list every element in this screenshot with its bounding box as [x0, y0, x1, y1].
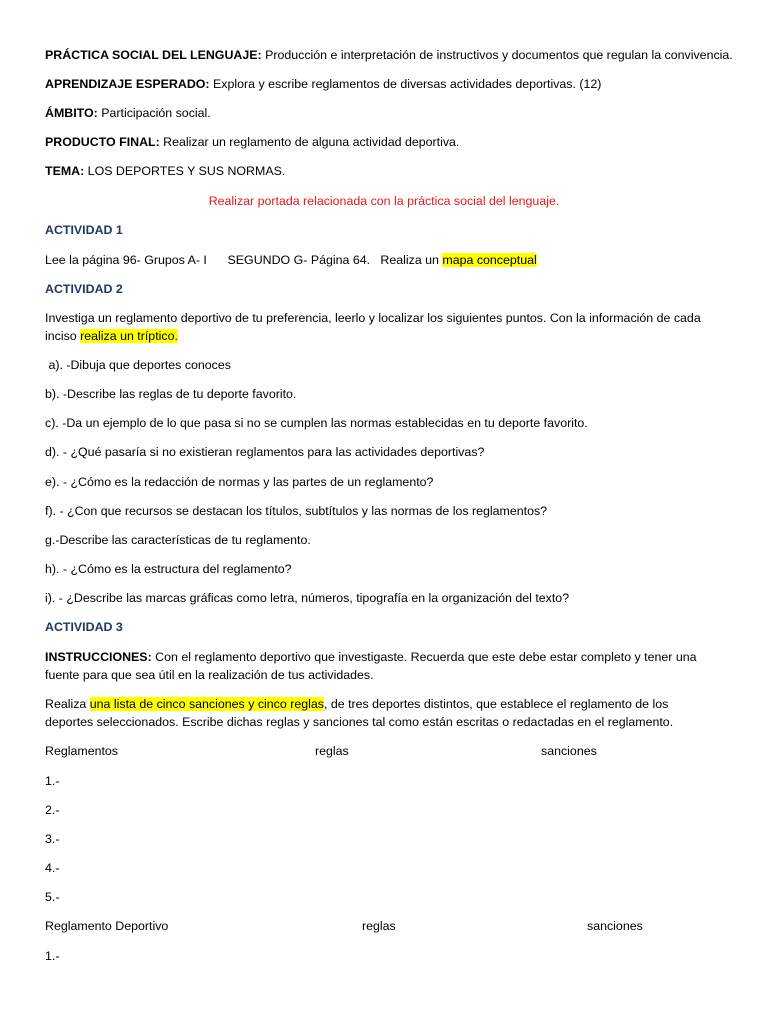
table-1-header-reglamentos: Reglamentos: [45, 744, 119, 758]
actividad-2-line-2: [45, 328, 178, 344]
list-item: i). - ¿Describe las marcas gráficas como letra, números, tipografía en la organización del texto?: [45, 591, 570, 605]
list-item: d). - ¿Qué pasaría si no existieran reglamentos para las actividades deportivas?: [45, 445, 485, 459]
table-2-header-sanciones: sanciones: [587, 919, 643, 933]
realiza-after-text: , de tres deportes distintos, que establece el reglamento de los: [323, 697, 669, 711]
lista-highlight: una lista de cinco sanciones y cinco reglas: [89, 697, 324, 711]
table-row: 3.-: [45, 832, 60, 846]
actividad-1-title: ACTIVIDAD 1: [45, 223, 123, 237]
producto-line: [45, 134, 459, 150]
actividad-2-line-1: Investiga un reglamento deportivo de tu preferencia, leerlo y localizar los siguientes puntos. Con la información de cada: [45, 311, 701, 325]
list-item: e). - ¿Cómo es la redacción de normas y las partes de un reglamento?: [45, 475, 434, 489]
actividad-1-text: [45, 252, 537, 268]
table-row: 5.-: [45, 890, 60, 904]
tema-label: TEMA:: [45, 164, 85, 178]
producto-label: PRODUCTO FINAL:: [45, 135, 160, 149]
practica-social-line: [45, 47, 733, 63]
aprendizaje-text: Explora y escribe reglamentos de diversas actividades deportivas. (12): [209, 77, 602, 91]
actividad-1-instruction: Lee la página 96- Grupos A- I SEGUNDO G- Página 64. Realiza un: [45, 253, 443, 267]
table-row: 2.-: [45, 803, 60, 817]
triptico-highlight: realiza un tríptico.: [80, 329, 178, 343]
mapa-conceptual-highlight: mapa conceptual: [442, 253, 537, 267]
realiza-line-2: deportes seleccionados. Escribe dichas reglas y sanciones tal como están escritas o redactadas en el reglamento.: [45, 715, 674, 729]
list-item: c). -Da un ejemplo de lo que pasa si no se cumplen las normas establecidas en tu deporte favorito.: [45, 416, 588, 430]
list-item: g.-Describe las características de tu reglamento.: [45, 533, 311, 547]
ambito-label: ÁMBITO:: [45, 106, 98, 120]
list-item: h). - ¿Cómo es la estructura del reglamento?: [45, 562, 292, 576]
instrucciones-line-1: [45, 649, 697, 665]
tema-text: LOS DEPORTES Y SUS NORMAS.: [84, 164, 286, 178]
list-item: b). -Describe las reglas de tu deporte favorito.: [45, 387, 297, 401]
instrucciones-label: INSTRUCCIONES:: [45, 650, 152, 664]
table-row: 4.-: [45, 861, 60, 875]
instrucciones-text: Con el reglamento deportivo que investigaste. Recuerda que este debe estar completo y tener una: [151, 650, 697, 664]
ambito-line: [45, 105, 211, 121]
realiza-line-1: [45, 696, 668, 712]
producto-text: Realizar un reglamento de alguna actividad deportiva.: [159, 135, 460, 149]
table-2-header-reglas: reglas: [362, 919, 396, 933]
actividad-2-title: ACTIVIDAD 2: [45, 282, 123, 296]
realiza-text: Realiza: [45, 697, 90, 711]
list-item: f). - ¿Con que recursos se destacan los títulos, subtítulos y las normas de los reglamentos?: [45, 504, 548, 518]
practica-text: Producción e interpretación de instructivos y documentos que regulan la convivencia.: [261, 48, 733, 62]
aprendizaje-line: [45, 76, 601, 92]
list-item: a). -Dibuja que deportes conoces: [45, 358, 231, 372]
tema-line: [45, 163, 285, 179]
ambito-text: Participación social.: [97, 106, 211, 120]
practica-label: PRÁCTICA SOCIAL DEL LENGUAJE:: [45, 48, 262, 62]
portada-note: Realizar portada relacionada con la práctica social del lenguaje.: [208, 194, 560, 208]
table-2-header-reglamento-deportivo: Reglamento Deportivo: [45, 919, 169, 933]
table-1-header-reglas: reglas: [315, 744, 349, 758]
table-row: 1.-: [45, 774, 60, 788]
instrucciones-line-2: fuente para que sea útil en la realización de tus actividades.: [45, 668, 374, 682]
aprendizaje-label: APRENDIZAJE ESPERADO:: [45, 77, 210, 91]
inciso-text: inciso: [45, 329, 81, 343]
table-1-header-sanciones: sanciones: [541, 744, 597, 758]
table-row: 1.-: [45, 949, 60, 963]
actividad-3-title: ACTIVIDAD 3: [45, 620, 123, 634]
